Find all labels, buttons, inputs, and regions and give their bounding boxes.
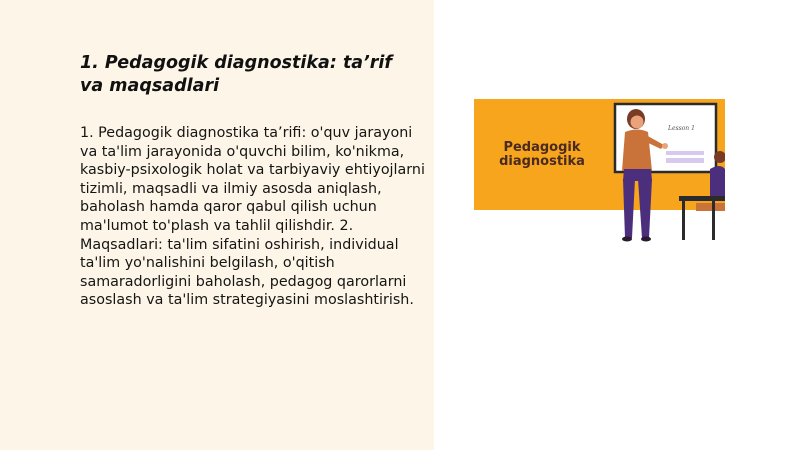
banner-title-line-2: diagnostika (499, 154, 585, 169)
teacher-hand (662, 143, 668, 149)
slide-title: 1. Pedagogik diagnostika: ta’rif va maqsadlari (80, 53, 393, 96)
teacher-illustration (474, 99, 725, 242)
student-body (710, 166, 725, 199)
teacher-face (631, 116, 644, 129)
teacher-shirt (622, 130, 652, 172)
floor-area (474, 210, 725, 242)
whiteboard-lesson-text: Lesson 1 (668, 125, 695, 132)
desk-leg-right (712, 200, 715, 240)
whiteboard-highlight-2 (666, 158, 704, 163)
student-legs (696, 203, 725, 211)
whiteboard-highlight-1 (666, 151, 704, 155)
teacher-illustration-svg (474, 99, 725, 242)
banner-title-line-1: Pedagogik (503, 140, 581, 155)
desk-leg-left (682, 200, 685, 240)
slide-body-text: 1. Pedagogik diagnostika ta’rifi: o'quv jarayoni va ta'lim jarayonida o'quvchi bilim, ko'nikma, kasbiy-psixologik holat va tarbiyaviy ehtiyojlarni tizimli, maqsadli va ilmiy asosda aniqlash, baholash hamda qaror qabul qilish uchun ma'lumot to'plash va tahlil qilishdir. 2. Maqsadlari: ta'lim sifatini oshirish, individual ta'lim yo'nalishini belgilash, o'qitish samaradorligini baholash, pedagog qarorlarni asoslash va ta'lim strategiyasini moslashtirish. (80, 125, 425, 309)
teacher-right-shoe (641, 237, 651, 242)
desk-top (679, 196, 725, 201)
teacher-left-shoe (622, 237, 632, 242)
